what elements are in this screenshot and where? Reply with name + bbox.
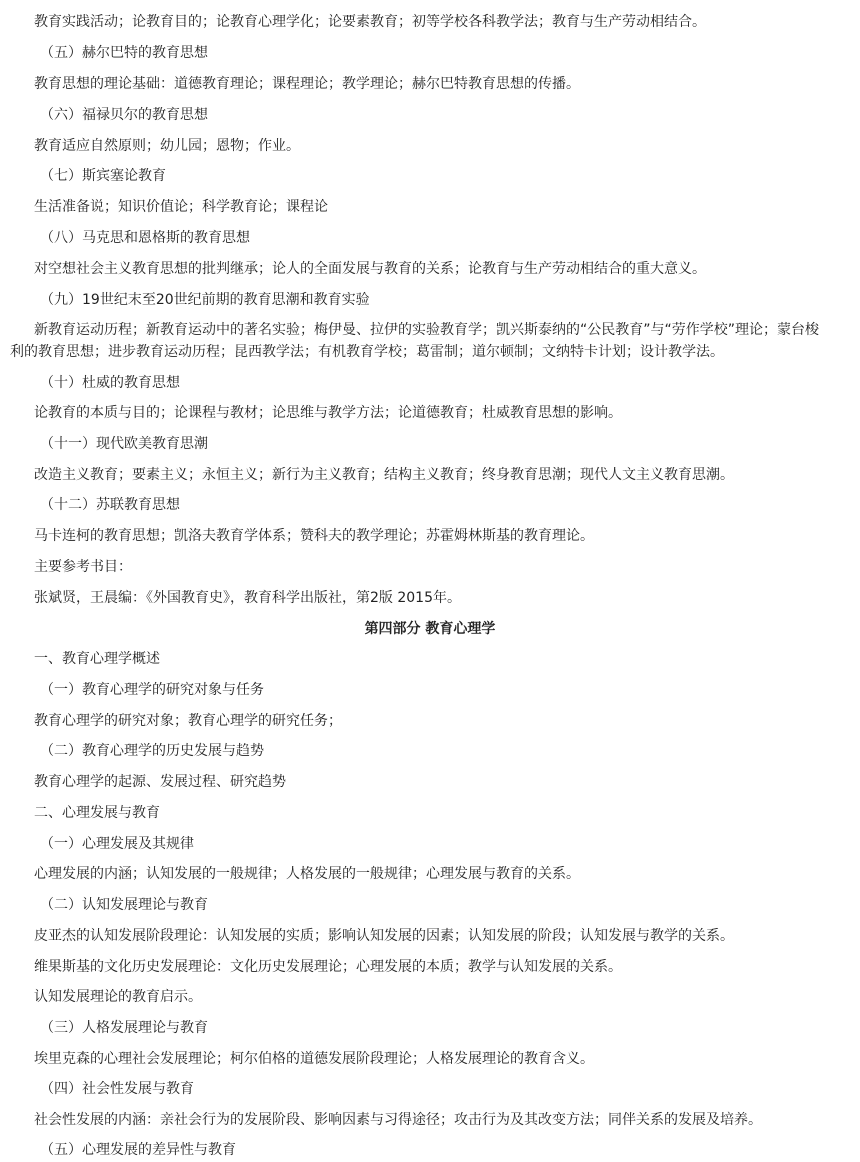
text-line: 主要参考书目： xyxy=(34,559,132,575)
text-line: 社会性发展的内涵：亲社会行为的发展阶段、影响因素与习得途径；攻击行为及其改变方法；同伴关系的发展及培养。 xyxy=(34,1112,762,1128)
section-heading: （七）斯宾塞论教育 xyxy=(40,168,166,184)
text-line: 张斌贤，王晨编：《外国教育史》，教育科学出版社，第2版 2015年。 xyxy=(34,590,461,606)
section-heading: （八）马克思和恩格斯的教育思想 xyxy=(40,230,250,246)
section-heading: （十）杜威的教育思想 xyxy=(40,375,180,391)
text-line: 生活准备说；知识价值论；科学教育论；课程论 xyxy=(34,199,328,215)
part-title: 第四部分 教育心理学 xyxy=(364,621,496,637)
section-heading: （二）教育心理学的历史发展与趋势 xyxy=(40,743,264,759)
text-line: 教育思想的理论基础：道德教育理论；课程理论；教学理论；赫尔巴特教育思想的传播。 xyxy=(34,76,580,92)
section-heading: （三）人格发展理论与教育 xyxy=(40,1020,208,1036)
text-line: 认知发展理论的教育启示。 xyxy=(34,989,202,1005)
section-heading: （二）认知发展理论与教育 xyxy=(40,897,208,913)
section-heading: （十一）现代欧美教育思潮 xyxy=(40,436,208,452)
text-line: 教育心理学的起源、发展过程、研究趋势 xyxy=(34,774,286,790)
section-heading: （五）心理发展的差异性与教育 xyxy=(40,1142,236,1158)
text-line: 教育适应自然原则；幼儿园；恩物；作业。 xyxy=(34,138,300,154)
text-line: 心理发展的内涵；认知发展的一般规律；人格发展的一般规律；心理发展与教育的关系。 xyxy=(34,866,580,882)
text-line: 教育心理学的研究对象；教育心理学的研究任务； xyxy=(34,713,342,729)
text-paragraph: 新教育运动历程；新教育运动中的著名实验；梅伊曼、拉伊的实验教育学；凯兴斯泰纳的“公民教育”与“劳作学校”理论；蒙台梭利的教育思想；进步教育运动历程；昆西教学法；有机教育学校；葛雷制；道尔顿制；文纳特卡计划；设计教学法。 xyxy=(10,322,820,360)
text-line: 埃里克森的心理社会发展理论；柯尔伯格的道德发展阶段理论；人格发展理论的教育含义。 xyxy=(34,1051,594,1067)
section-heading: （五）赫尔巴特的教育思想 xyxy=(40,45,208,61)
section-heading: （六）福禄贝尔的教育思想 xyxy=(40,107,208,123)
chapter-heading: 一、教育心理学概述 xyxy=(34,651,160,667)
section-heading: （一）心理发展及其规律 xyxy=(40,836,194,852)
text-line: 皮亚杰的认知发展阶段理论：认知发展的实质；影响认知发展的因素；认知发展的阶段；认知发展与教学的关系。 xyxy=(34,928,734,944)
chapter-heading: 二、心理发展与教育 xyxy=(34,805,160,821)
section-heading: （四）社会性发展与教育 xyxy=(40,1081,194,1097)
section-heading: （九）19世纪末至20世纪前期的教育思潮和教育实验 xyxy=(40,292,370,308)
text-line: 维果斯基的文化历史发展理论：文化历史发展理论；心理发展的本质；教学与认知发展的关系。 xyxy=(34,959,622,975)
text-line: 教育实践活动；论教育目的；论教育心理学化；论要素教育；初等学校各科教学法；教育与生产劳动相结合。 xyxy=(34,14,706,30)
text-line: 改造主义教育；要素主义；永恒主义；新行为主义教育；结构主义教育；终身教育思潮；现代人文主义教育思潮。 xyxy=(34,467,734,483)
section-heading: （十二）苏联教育思想 xyxy=(40,497,180,513)
text-line: 对空想社会主义教育思想的批判继承；论人的全面发展与教育的关系；论教育与生产劳动相结合的重大意义。 xyxy=(34,261,706,277)
text-line: 马卡连柯的教育思想；凯洛夫教育学体系；赞科夫的教学理论；苏霍姆林斯基的教育理论。 xyxy=(34,528,594,544)
text-line: 论教育的本质与目的；论课程与教材；论思维与教学方法；论道德教育；杜威教育思想的影响。 xyxy=(34,405,622,421)
section-heading: （一）教育心理学的研究对象与任务 xyxy=(40,682,264,698)
